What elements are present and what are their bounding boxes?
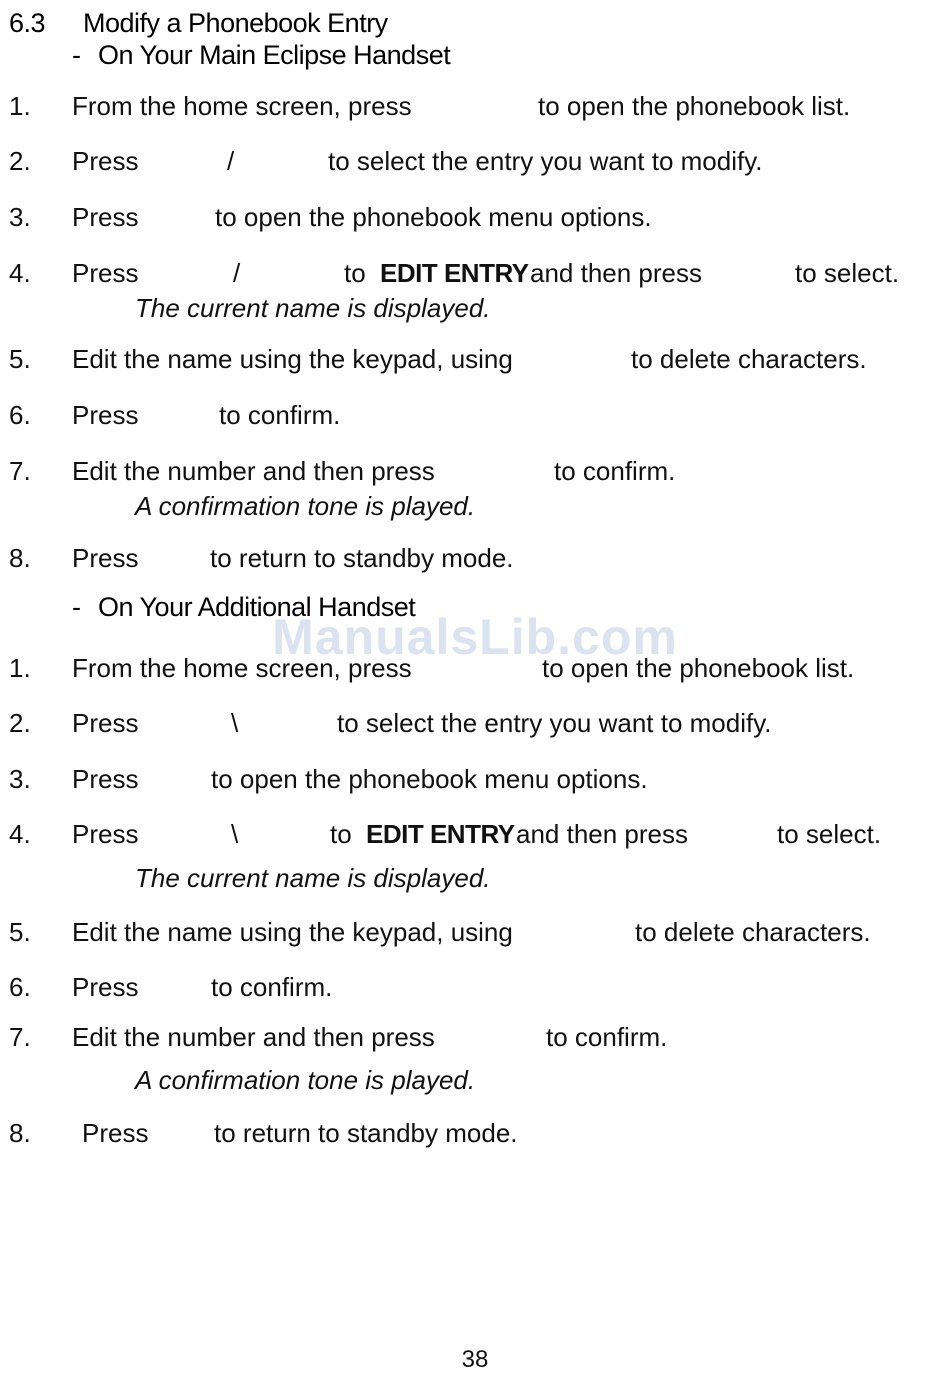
step-text: to open the phonebook menu options. — [211, 764, 648, 794]
step-text: to confirm. — [219, 400, 341, 430]
section-number: 6.3 — [9, 8, 46, 38]
step-text: Edit the number and then press — [72, 456, 435, 486]
step-text: Press — [72, 819, 139, 849]
step-text: Press — [72, 972, 139, 1002]
step-number: 7. — [9, 1022, 31, 1052]
edit-entry-label: EDIT ENTRY — [366, 819, 515, 849]
step-text: to select the entry you want to modify. — [337, 708, 772, 738]
main-handset-heading — [72, 40, 450, 71]
step-text: Edit the number and then press — [72, 1022, 435, 1052]
key-separator: \ — [231, 708, 239, 738]
heading-dash: - — [72, 40, 81, 70]
step-text: Press — [72, 202, 139, 232]
step-text: Edit the name using the keypad, using — [72, 344, 513, 374]
step-text: to select. — [795, 258, 900, 288]
additional-handset-heading-text: On Your Additional Handset — [98, 592, 416, 622]
step-text: From the home screen, press — [72, 91, 412, 121]
step-note: A confirmation tone is played. — [135, 491, 476, 521]
step-number: 6. — [9, 400, 31, 430]
step-text: Press — [72, 146, 139, 176]
step-number: 5. — [9, 917, 31, 947]
step-number: 2. — [9, 146, 31, 176]
step-note: A confirmation tone is played. — [135, 1065, 476, 1095]
step-text: Press — [72, 258, 139, 288]
step-number: 2. — [9, 708, 31, 738]
step-text: From the home screen, press — [72, 653, 412, 683]
step-number: 3. — [9, 202, 31, 232]
step-text: to confirm. — [546, 1022, 668, 1052]
step-text: Press — [72, 708, 139, 738]
step-text: to confirm. — [211, 972, 333, 1002]
step-text: to return to standby mode. — [210, 543, 514, 573]
step-text: to confirm. — [554, 456, 676, 486]
step-text: and then press — [516, 819, 689, 849]
step-text: to delete characters. — [635, 917, 871, 947]
step-number: 8. — [9, 543, 31, 573]
step-text: to — [330, 819, 352, 849]
step-note: The current name is displayed. — [135, 293, 491, 323]
main-handset-heading-text: On Your Main Eclipse Handset — [98, 40, 451, 70]
step-text: to return to standby mode. — [214, 1118, 518, 1148]
step-text: to select. — [777, 819, 882, 849]
key-separator: \ — [231, 819, 239, 849]
step-number: 1. — [9, 653, 31, 683]
step-number: 8. — [9, 1118, 31, 1148]
step-number: 6. — [9, 972, 31, 1002]
step-text: to select the entry you want to modify. — [328, 146, 763, 176]
page-number: 38 — [461, 1346, 489, 1373]
step-text: Edit the name using the keypad, using — [72, 917, 513, 947]
step-text: to open the phonebook list. — [538, 91, 851, 121]
step-number: 4. — [9, 258, 31, 288]
step-text: Press — [72, 400, 139, 430]
step-text: to — [344, 258, 366, 288]
step-text: to delete characters. — [631, 344, 867, 374]
key-separator: / — [227, 146, 235, 176]
step-number: 3. — [9, 764, 31, 794]
key-separator: / — [233, 258, 241, 288]
step-text: Press — [72, 764, 139, 794]
step-number: 4. — [9, 819, 31, 849]
step-text: to open the phonebook list. — [542, 653, 855, 683]
step-text: to open the phonebook menu options. — [215, 202, 652, 232]
section-title: Modify a Phonebook Entry — [83, 8, 388, 38]
step-text: and then press — [530, 258, 703, 288]
step-note: The current name is displayed. — [135, 863, 491, 893]
step-text: Press — [82, 1118, 149, 1148]
step-number: 5. — [9, 344, 31, 374]
heading-dash: - — [72, 592, 81, 622]
watermark: ManualsLib.com — [272, 609, 678, 665]
step-number: 1. — [9, 91, 31, 121]
step-text: Press — [72, 543, 139, 573]
step-number: 7. — [9, 456, 31, 486]
edit-entry-label: EDIT ENTRY — [380, 258, 529, 288]
